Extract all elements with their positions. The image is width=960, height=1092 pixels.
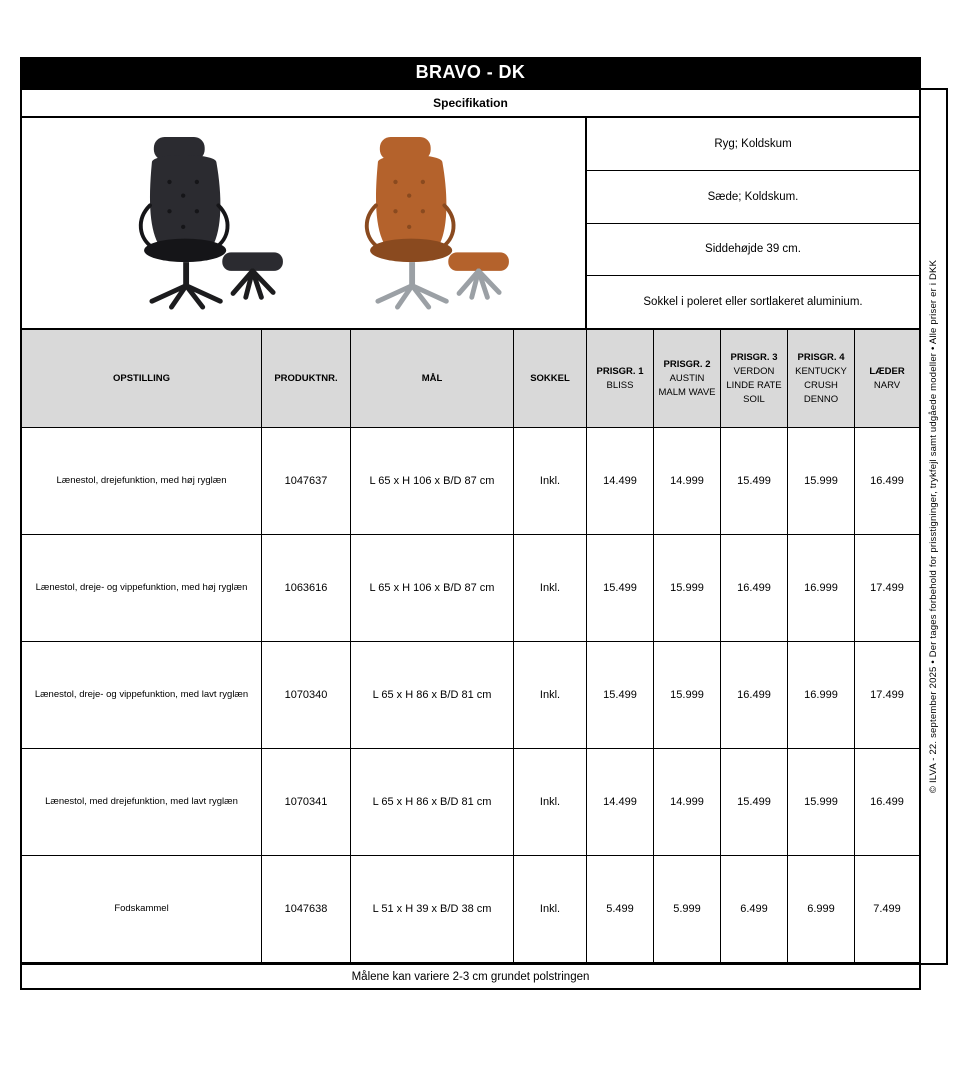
- cell-prisgr1: 14.499: [587, 428, 654, 534]
- column-header-sub: NARV: [873, 379, 901, 391]
- column-header-title: PRISGR. 2: [663, 358, 711, 370]
- spec-list: [587, 118, 919, 328]
- column-header-sub: VERDON LINDE RATE SOIL: [726, 365, 782, 406]
- cell-prisgr3: 15.499: [721, 428, 788, 534]
- cell-opstilling: Fodskammel: [22, 856, 262, 962]
- column-header-prisgr4: [788, 330, 855, 427]
- cell-prisgr3: 16.499: [721, 642, 788, 748]
- column-header-sokkel: [514, 330, 587, 427]
- table-row: [22, 642, 919, 749]
- product-image-area: [22, 118, 587, 328]
- column-header-prisgr2: [654, 330, 721, 427]
- column-header-prisgr3: [721, 330, 788, 427]
- black-recliner-photo: [91, 135, 291, 311]
- column-header-sub: AUSTIN MALM WAVE: [658, 372, 716, 399]
- column-header-sub: KENTUCKY CRUSH DENNO: [795, 365, 847, 406]
- table-row: [22, 428, 919, 535]
- cell-laeder: 7.499: [873, 902, 901, 915]
- side-copyright-strip: [921, 88, 948, 965]
- top-section: [22, 118, 919, 330]
- cell-maal: L 65 x H 106 x B/D 87 cm: [351, 428, 514, 534]
- cell-produktnr: 1047637: [262, 428, 351, 534]
- cell-produktnr: 1063616: [262, 535, 351, 641]
- cell-maal: L 65 x H 86 x B/D 81 cm: [351, 642, 514, 748]
- spec-back: Ryg; Koldskum: [587, 118, 919, 171]
- column-header-opstilling: [22, 330, 262, 427]
- cell-prisgr1: 5.499: [587, 856, 654, 962]
- column-header-maal: [351, 330, 514, 427]
- column-header-produktnr: [262, 330, 351, 427]
- column-header-sub: BLISS: [606, 379, 634, 391]
- table-row: [22, 856, 919, 963]
- column-header-title: PRISGR. 3: [730, 351, 778, 363]
- cell-prisgr4: 16.999: [788, 642, 855, 748]
- table-row: [22, 535, 919, 642]
- spec-seat-height: Siddehøjde 39 cm.: [587, 224, 919, 277]
- cell-prisgr4: 6.999: [788, 856, 855, 962]
- cell-prisgr3: 15.499: [721, 749, 788, 855]
- cell-sokkel: Inkl.: [514, 428, 587, 534]
- table-row: [22, 749, 919, 856]
- cell-prisgr4: 15.999: [788, 749, 855, 855]
- table-header-row: [22, 330, 919, 428]
- column-header-title: LÆDER: [869, 365, 905, 377]
- column-header-title: SOKKEL: [530, 372, 570, 384]
- cell-prisgr2: 14.999: [654, 428, 721, 534]
- cell-maal: L 51 x H 39 x B/D 38 cm: [351, 856, 514, 962]
- cell-opstilling: Lænestol, med drejefunktion, med lavt ryglæn: [22, 749, 262, 855]
- column-header-title: MÅL: [421, 372, 443, 384]
- cell-prisgr2: 14.999: [654, 749, 721, 855]
- cell-prisgr3: 6.499: [721, 856, 788, 962]
- cell-opstilling: Lænestol, dreje- og vippefunktion, med lavt ryglæn: [22, 642, 262, 748]
- spec-sheet-body: [20, 88, 921, 990]
- cell-prisgr2: 15.999: [654, 535, 721, 641]
- cell-prisgr3: 16.499: [721, 535, 788, 641]
- cell-laeder: 16.499: [870, 795, 904, 808]
- column-header-prisgr1: [587, 330, 654, 427]
- cell-produktnr: 1070340: [262, 642, 351, 748]
- spec-base: Sokkel i poleret eller sortlakeret aluminium.: [643, 296, 863, 309]
- spec-seat: Sæde; Koldskum.: [587, 171, 919, 224]
- column-header-title: OPSTILLING: [113, 372, 170, 384]
- cell-produktnr: 1047638: [262, 856, 351, 962]
- specification-heading: Specifikation: [22, 90, 919, 118]
- cell-opstilling: Lænestol, drejefunktion, med høj ryglæn: [22, 428, 262, 534]
- measurement-disclaimer: Målene kan variere 2-3 cm grundet polstringen: [22, 963, 919, 988]
- document-title: BRAVO - DK: [20, 57, 921, 88]
- cognac-recliner-photo: [317, 135, 517, 311]
- cell-prisgr4: 15.999: [788, 428, 855, 534]
- cell-prisgr2: 5.999: [654, 856, 721, 962]
- cell-opstilling: Lænestol, dreje- og vippefunktion, med høj ryglæn: [22, 535, 262, 641]
- cell-prisgr1: 15.499: [587, 535, 654, 641]
- cell-sokkel: Inkl.: [514, 535, 587, 641]
- cell-prisgr4: 16.999: [788, 535, 855, 641]
- column-header-title: PRISGR. 1: [596, 365, 644, 377]
- cell-maal: L 65 x H 86 x B/D 81 cm: [351, 749, 514, 855]
- cell-laeder: 17.499: [870, 688, 904, 701]
- cell-prisgr1: 14.499: [587, 749, 654, 855]
- cell-laeder: 16.499: [870, 474, 904, 487]
- column-header-title: PRODUKTNR.: [274, 372, 338, 384]
- cell-prisgr2: 15.999: [654, 642, 721, 748]
- copyright-note: © ILVA - 22. september 2025 • Der tages forbehold for prisstigninger, trykfejl samt udgåede modeller • Alle priser er i DKK: [928, 259, 940, 794]
- cell-produktnr: 1070341: [262, 749, 351, 855]
- cell-sokkel: Inkl.: [514, 749, 587, 855]
- column-header-title: PRISGR. 4: [797, 351, 845, 363]
- column-header-laeder: [855, 330, 919, 427]
- cell-prisgr1: 15.499: [587, 642, 654, 748]
- cell-sokkel: Inkl.: [514, 642, 587, 748]
- cell-laeder: 17.499: [870, 581, 904, 594]
- cell-maal: L 65 x H 106 x B/D 87 cm: [351, 535, 514, 641]
- cell-sokkel: Inkl.: [514, 856, 587, 962]
